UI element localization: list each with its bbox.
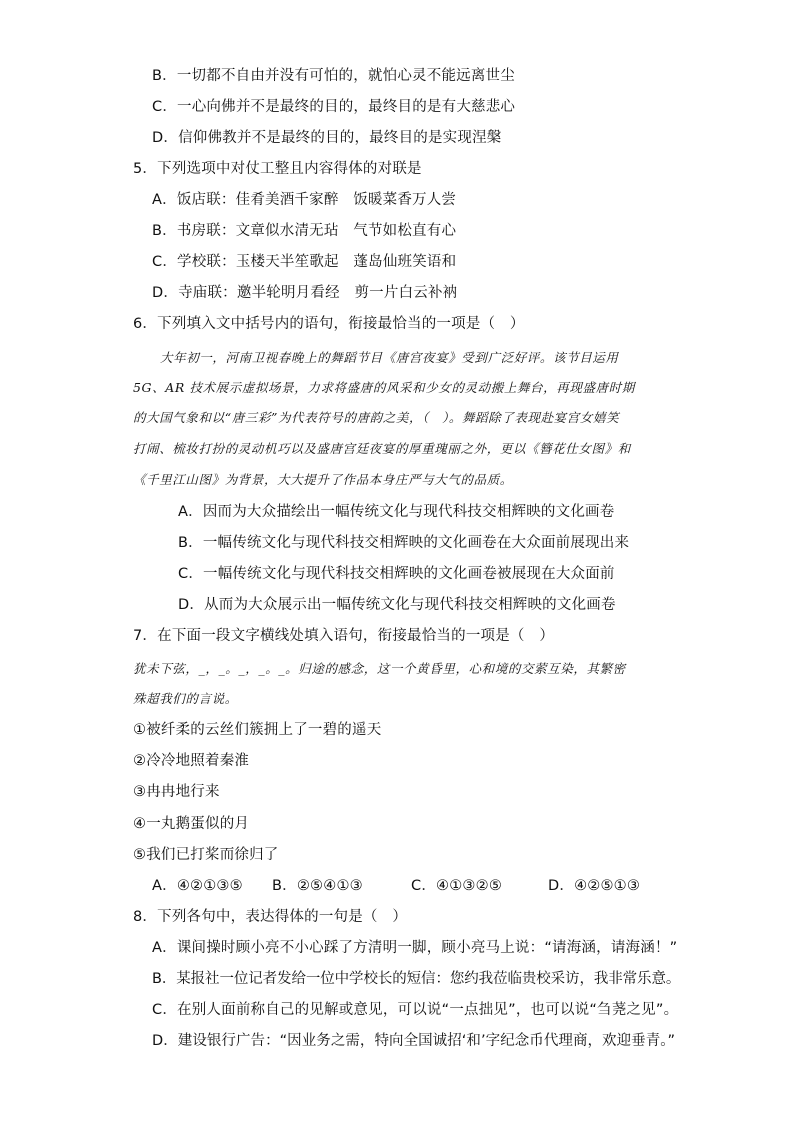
q8-option-b: B．某报社一位记者发给一位中学校长的短信：您约我莅临贵校采访，我非常乐意。: [152, 971, 681, 987]
q5-option-d: D．寺庙联：邀半轮明月看经 剪一片白云补衲: [152, 285, 458, 301]
q7-passage-line: 犹未下弦，_，_。_，_。_。归途的感念，这一个黄昏里，心和境的交萦互染，其繁密: [133, 661, 626, 676]
q5-option-b: B．书房联：文章似水清无玷 气节如松直有心: [152, 223, 457, 239]
q7-item: ④一丸鹅蛋似的月: [133, 816, 250, 832]
q4-option-c: C．一心向佛并不是最终的目的，最终目的是有大慈悲心: [152, 99, 516, 115]
q8-option-a: A．课间操时顾小亮不小心踩了方清明一脚，顾小亮马上说：“请海涵，请海涵！”: [152, 940, 678, 956]
q8-option-c: C．在别人面前称自己的见解或意见，可以说“一点拙见”，也可以说“刍荛之见”。: [152, 1002, 679, 1018]
q6-option-d: D．从而为大众展示出一幅传统文化与现代科技交相辉映的文化画卷: [178, 597, 616, 613]
q6-option-c: C．一幅传统文化与现代科技交相辉映的文化画卷被展现在大众面前: [178, 566, 615, 582]
q7-item: ⑤我们已打桨而徐归了: [133, 847, 279, 863]
q7-choice-b: B．②⑤④①③: [272, 878, 363, 894]
q5-stem: 5．下列选项中对仗工整且内容得体的对联是: [133, 161, 422, 177]
q7-choice-c: C．④①③②⑤: [411, 878, 503, 894]
q4-option-b: B．一切都不自由并没有可怕的，就怕心灵不能远离世尘: [152, 68, 515, 84]
q7-item: ③冉冉地行来: [133, 784, 220, 800]
q7-stem: 7．在下面一段文字横线处填入语句，衔接最恰当的一项是（ ）: [133, 628, 555, 644]
q7-choice-d: D．④②⑤①③: [548, 878, 641, 894]
q8-stem: 8．下列各句中，表达得体的一句是（ ）: [133, 909, 408, 925]
q6-option-b: B．一幅传统文化与现代科技交相辉映的文化画卷在大众面前展现出来: [178, 535, 630, 551]
q6-passage-line: 5G、AR 技术展示虚拟场景，力求将盛唐的风采和少女的灵动搬上舞台，再现盛唐时期: [133, 380, 635, 395]
q6-passage-line: 大年初一，河南卫视春晚上的舞蹈节目《唐宫夜宴》受到广泛好评。该节目运用: [160, 350, 619, 365]
q6-passage-line: 的大国气象和以“唐三彩”为代表符号的唐韵之美，（ ）。舞蹈除了表现赴宴宫女嬉笑: [133, 410, 620, 425]
q7-passage-line: 殊超我们的言说。: [133, 691, 238, 706]
q8-option-d: D．建设银行广告：“因业务之需，特向全国诚招‘和’字纪念币代理商，欢迎垂青。”: [152, 1033, 676, 1049]
q7-choice-a: A．④②①③⑤: [152, 878, 243, 894]
q6-stem: 6．下列填入文中括号内的语句，衔接最恰当的一项是（ ）: [133, 316, 525, 332]
q6-passage-line: 打闹、梳妆打扮的灵动机巧以及盛唐宫廷夜宴的厚重瑰丽之外，更以《簪花仕女图》和: [133, 441, 631, 456]
q5-option-c: C．学校联：玉楼天半笙歌起 蓬岛仙班笑语和: [152, 254, 457, 270]
q4-option-d: D．信仰佛教并不是最终的目的，最终目的是实现涅槃: [152, 130, 502, 146]
q7-item: ②冷冷地照着秦淮: [133, 753, 250, 769]
q5-option-a: A．饭店联：佳肴美酒千家醉 饭暖菜香万人尝: [152, 192, 457, 208]
q7-item: ①被纤柔的云丝们簇拥上了一碧的遥天: [133, 722, 382, 738]
q6-passage-line: 《千里江山图》为背景，大大提升了作品本身庄严与大气的品质。: [133, 472, 513, 487]
q6-option-a: A．因而为大众描绘出一幅传统文化与现代科技交相辉映的文化画卷: [178, 504, 615, 520]
